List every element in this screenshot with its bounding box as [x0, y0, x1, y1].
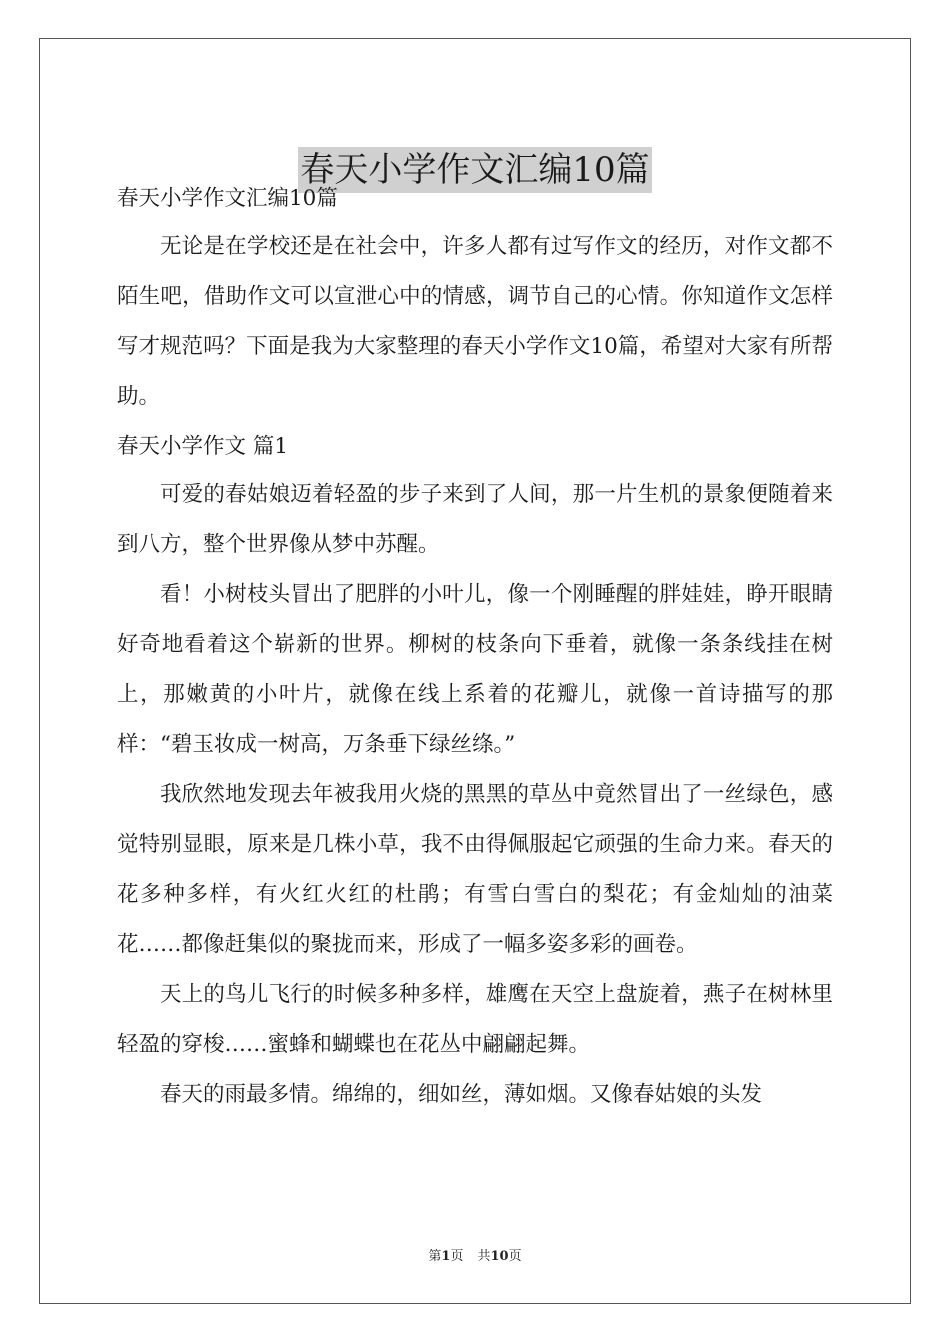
footer-total-suffix: 页 [508, 1249, 522, 1264]
footer-page-current: 1 [441, 1249, 451, 1264]
body-paragraph: 春天的雨最多情。绵绵的，细如丝，薄如烟。又像春姑娘的头发 [160, 1082, 763, 1107]
footer-page-suffix: 页 [450, 1249, 464, 1264]
body-paragraph: 我欣然地发现去年被我用火烧的黑黑的草丛中竟然冒出了一丝绿色，感觉特别显眼，原来是几株小草，我不由得佩服起它顽强的生命力来。春天的花多种多样，有火红火红的杜鹃；有雪白雪白的梨花；有金灿灿的油菜花……都像赶集似的聚拢而来，形成了一幅多姿多彩的画卷。 [117, 782, 833, 957]
body-paragraph: 可爱的春姑娘迈着轻盈的步子来到了人间，那一片生机的景象便随着来到八方，整个世界像从梦中苏醒。 [117, 482, 833, 557]
body-paragraph: 看！小树枝头冒出了肥胖的小叶儿，像一个刚睡醒的胖娃娃，睁开眼睛好奇地看着这个崭新的世界。柳树的枝条向下垂着，就像一条条线挂在树上，那嫩黄的小叶片，就像在线上系着的花瓣儿，就像一首诗描写的那样：“碧玉妆成一树高，万条垂下绿丝绦。” [117, 582, 833, 757]
body-paragraph: 天上的鸟儿飞行的时候多种多样，雄鹰在天空上盘旋着，燕子在树林里轻盈的穿梭……蜜蜂和蝴蝶也在花丛中翩翩起舞。 [117, 982, 833, 1057]
intro-paragraph: 无论是在学校还是在社会中，许多人都有过写作文的经历，对作文都不陌生吧，借助作文可以宣泄心中的情感，调节自己的心情。你知道作文怎样写才规范吗？下面是我为大家整理的春天小学作文10篇，希望对大家有所帮助。 [117, 234, 833, 409]
footer-page-total: 10 [490, 1249, 509, 1264]
footer-page-prefix: 第 [428, 1249, 442, 1264]
document-title: 春天小学作文汇编10篇 [298, 147, 651, 193]
section-heading: 春天小学作文 篇1 [117, 434, 289, 459]
document-body [117, 176, 833, 1120]
document-subtitle: 春天小学作文汇编10篇 [117, 186, 338, 211]
footer-total-prefix: 共 [477, 1249, 491, 1264]
page-footer [0, 1245, 950, 1264]
